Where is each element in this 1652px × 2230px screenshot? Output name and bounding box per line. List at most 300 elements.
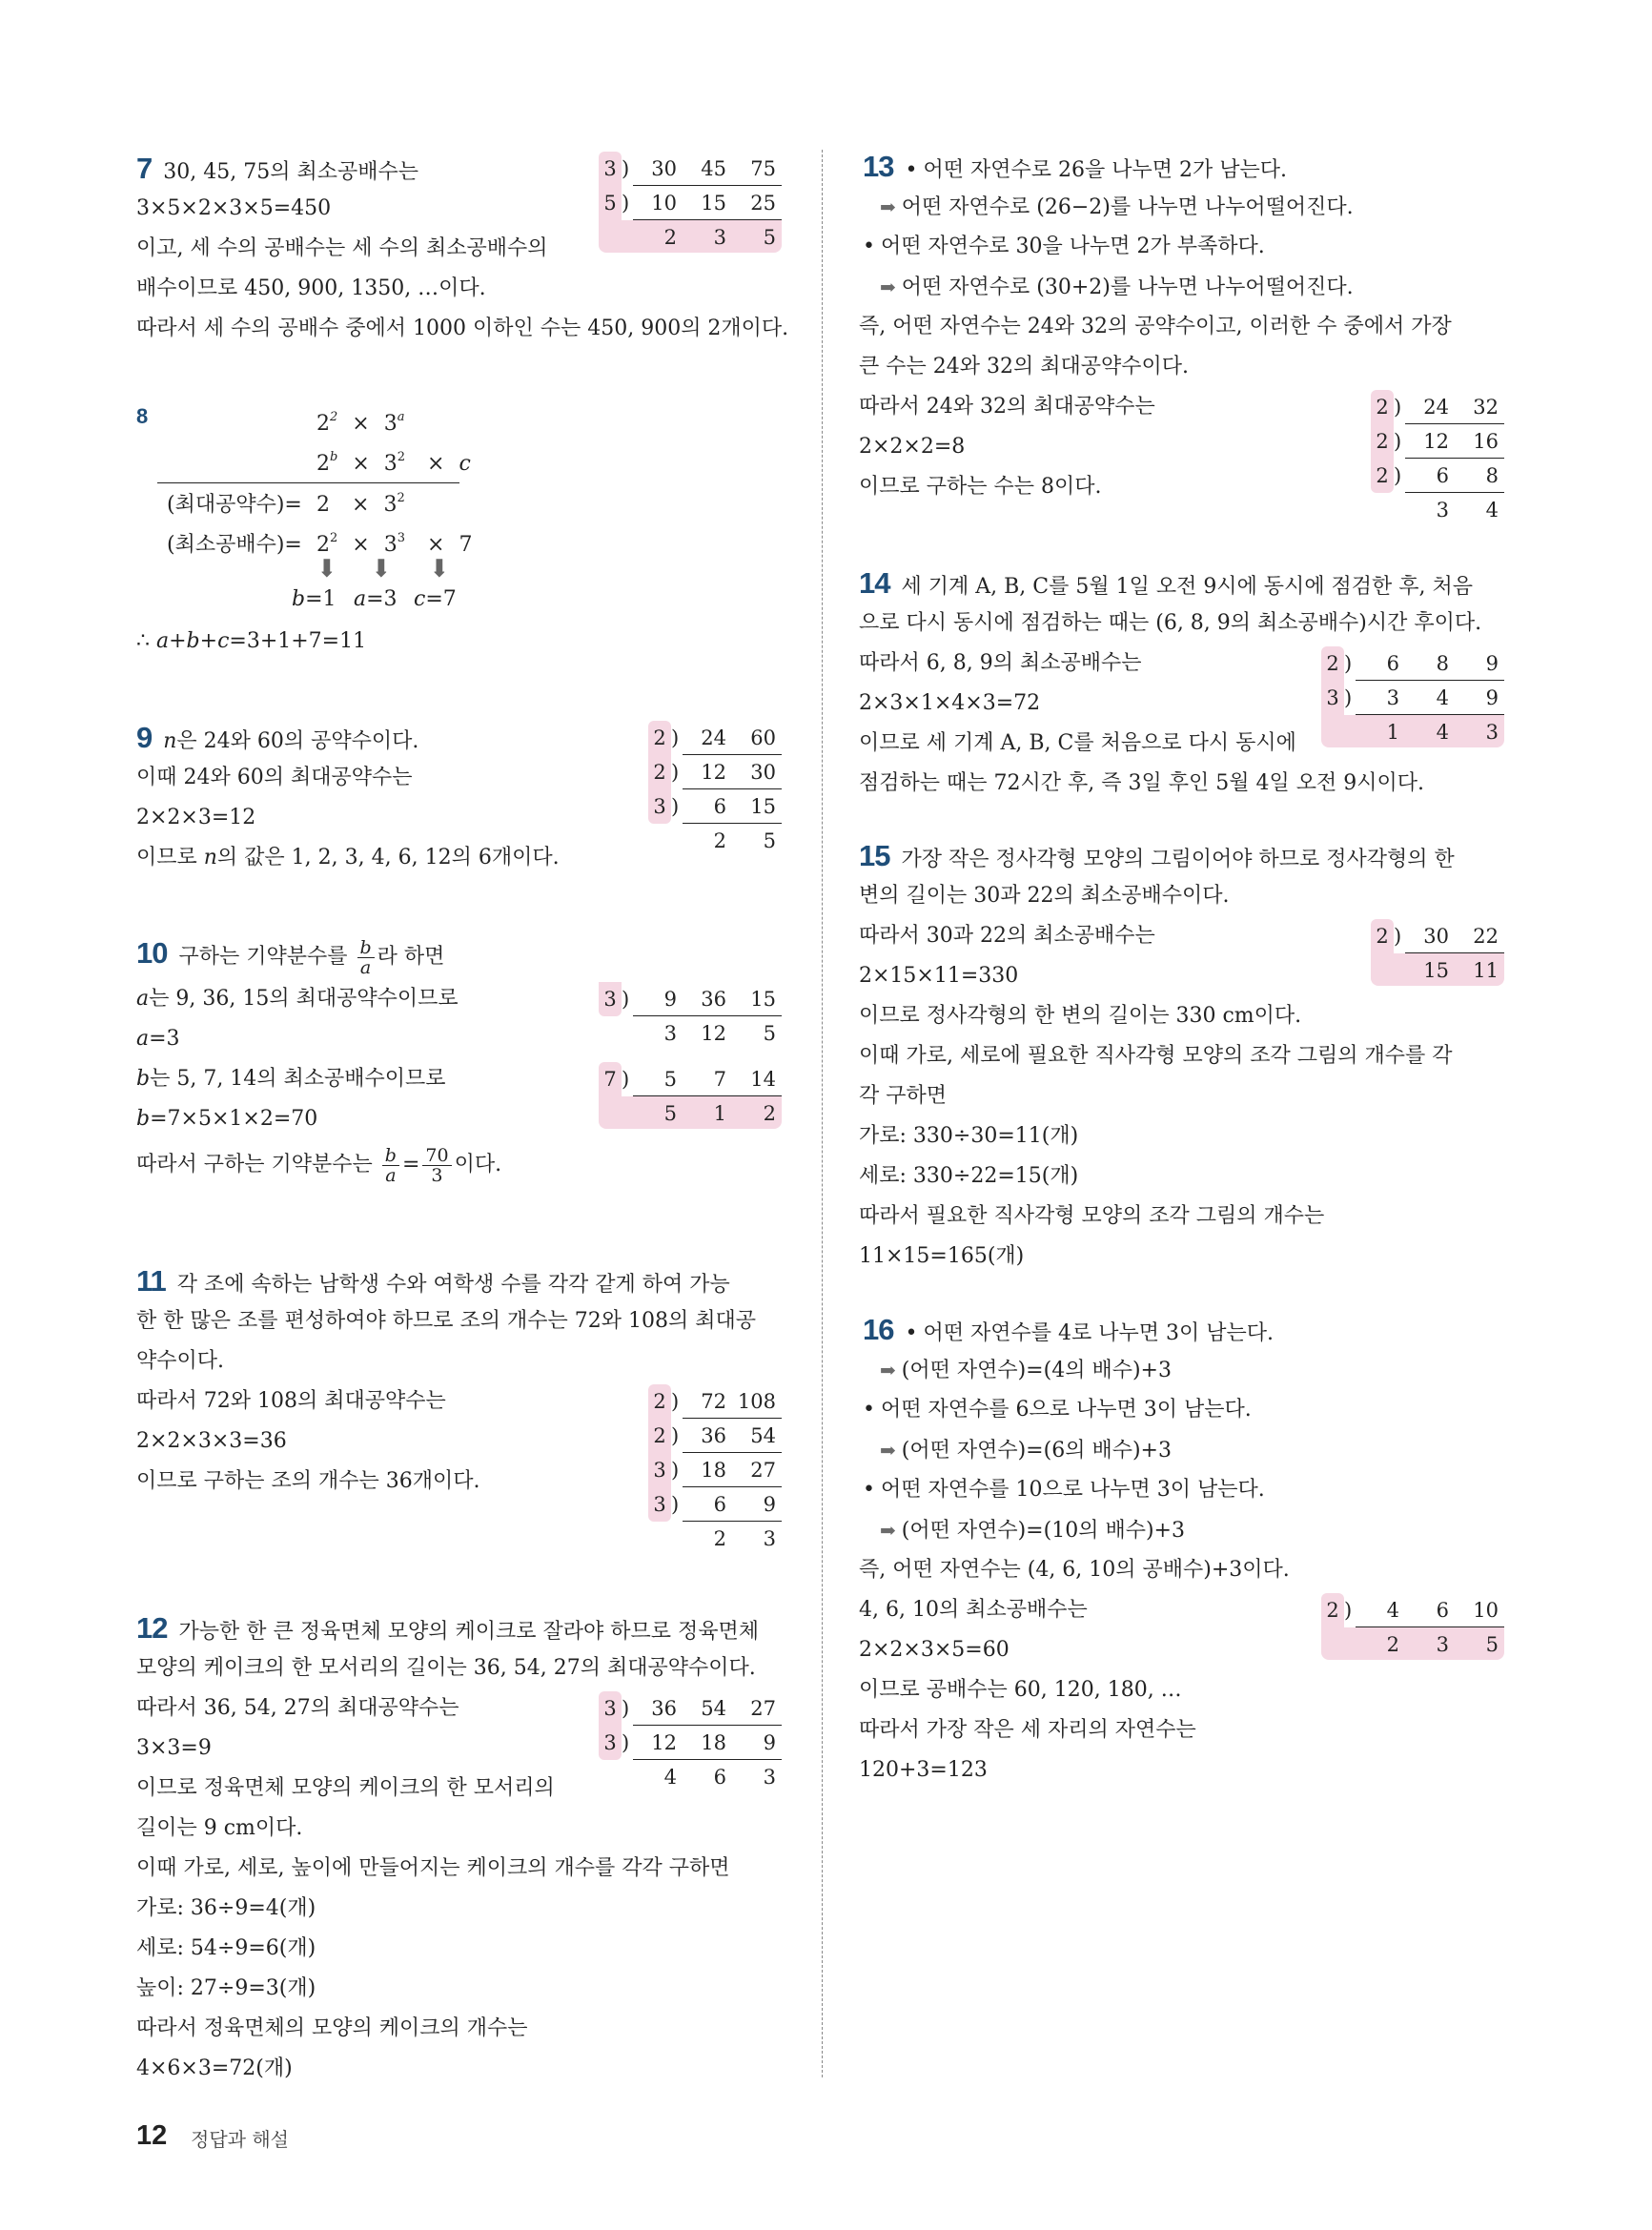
text-segment: 이므로 구하는 수는 8이다. [859, 475, 1102, 499]
text-line [136, 1422, 782, 1462]
text-line [859, 836, 1504, 876]
text-line [136, 1648, 782, 1688]
exponent: 2 [397, 491, 405, 505]
times: × [352, 493, 370, 517]
text-line [859, 1630, 1504, 1670]
dividend: 36 [701, 1424, 726, 1447]
division-row [599, 982, 782, 1016]
text-line [859, 1710, 1504, 1750]
dividends [1356, 1593, 1504, 1627]
quotient: 2 [763, 1102, 776, 1125]
bullet-icon: • [905, 1321, 918, 1345]
problem-9 [136, 718, 782, 878]
text-segment: 변의 길이는 30과 22의 최소공배수이다. [859, 884, 1230, 908]
problem-11 [136, 1261, 782, 1550]
text-line [136, 1019, 782, 1059]
text-segment: 따라서 구하는 기약분수는 [136, 1153, 379, 1176]
dividend: 6 [713, 1493, 726, 1516]
divisor: 3 [648, 1453, 671, 1487]
text-segment: 이므로 공배수는 60, 120, 180, … [859, 1678, 1182, 1702]
dividend: 27 [750, 1459, 776, 1482]
quotient: 6 [713, 1766, 726, 1789]
column-divider [822, 150, 823, 2077]
text-line [859, 1670, 1504, 1710]
divisor: 2 [1321, 646, 1344, 681]
divisor: 3 [648, 1487, 671, 1522]
text-line [859, 1550, 1504, 1590]
dividends [633, 152, 782, 186]
text-line [136, 1809, 782, 1849]
text-segment: 으로 다시 동시에 점검하는 때는 (6, 8, 9의 최소공배수)시간 후이다. [859, 611, 1482, 635]
base: 3 [383, 493, 398, 517]
text-line [136, 229, 782, 269]
dividend: 5 [663, 1068, 677, 1091]
text-line [859, 1156, 1504, 1197]
text-line [859, 147, 1504, 187]
dividend: 60 [750, 726, 776, 749]
quotient: 4 [1436, 721, 1449, 744]
dividends [1405, 390, 1504, 424]
text-segment: =7×5×1×2=70 [150, 1107, 318, 1131]
variable: b [136, 1067, 151, 1091]
divisor: 3 [648, 789, 671, 824]
divisor: 2 [648, 1384, 671, 1419]
text-line [859, 563, 1504, 604]
text-line [859, 876, 1504, 916]
text-segment: = [401, 1153, 420, 1176]
text-segment: 어떤 자연수를 6으로 나누면 3이 남는다. [880, 1398, 1252, 1422]
variable: c [459, 452, 471, 476]
text-line [136, 758, 782, 798]
dividend: 9 [1485, 652, 1499, 675]
text-segment: 이때 가로, 세로에 필요한 직사각형 모양의 조각 그림의 개수를 각 [859, 1044, 1453, 1068]
exponent: a [397, 410, 405, 424]
text-segment: 길이는 9 cm이다. [136, 1816, 303, 1840]
text-segment: 점검하는 때는 72시간 후, 즉 3일 후인 5월 4일 오전 9시이다. [859, 771, 1424, 795]
division-row [1321, 1593, 1504, 1627]
factor: 7 [459, 533, 473, 557]
problem-number: 16 [863, 1313, 894, 1346]
division-bracket: ) [671, 1493, 680, 1516]
text-segment: 는 5, 7, 14의 최소공배수이므로 [150, 1067, 446, 1091]
base: 3 [383, 412, 398, 436]
text-line [859, 1116, 1504, 1156]
down-arrow-icon: ⬇ [371, 555, 392, 583]
quotient: 5 [763, 1022, 776, 1045]
text-line [136, 1261, 782, 1301]
text-segment: 가로: 36÷9=4(개) [136, 1896, 316, 1920]
dividend: 12 [651, 1731, 677, 1754]
problem-14 [859, 563, 1504, 804]
right-arrow-icon: ➡ [880, 195, 896, 218]
problem-10 [136, 928, 782, 1191]
quotient: 5 [763, 829, 776, 852]
dividend: 4 [1386, 1599, 1399, 1622]
text-line [136, 979, 782, 1045]
value: =7 [425, 587, 457, 611]
dividend: 22 [1473, 925, 1499, 948]
quotient: 4 [1485, 499, 1499, 522]
text-segment: (어떤 자연수)=(10의 배수)+3 [901, 1519, 1185, 1543]
text-line [859, 227, 1504, 267]
text-segment: 따라서 6, 8, 9의 최소공배수는 [859, 651, 1142, 675]
page-number: 12 [136, 2120, 168, 2151]
exponent: 2 [330, 531, 338, 545]
text-segment: 3×5×2×3×5=450 [136, 196, 332, 220]
down-arrow-icon: ⬇ [429, 555, 450, 583]
right-arrow-icon: ➡ [880, 276, 896, 298]
text-segment: 어떤 자연수로 (26−2)를 나누면 나누어떨어진다. [901, 195, 1354, 219]
numerator: b [382, 1146, 399, 1166]
times: × [352, 533, 370, 557]
text-line [136, 1889, 782, 1929]
text-segment: 구하는 기약분수를 [178, 945, 355, 969]
text-line [859, 1750, 1504, 1790]
gcd-row [167, 488, 405, 518]
text-segment: 어떤 자연수로 26을 나누면 2가 남는다. [923, 158, 1287, 182]
text-segment: 따라서 세 수의 공배수 중에서 1000 이하인 수는 450, 900의 2개이다. [136, 317, 789, 340]
quotient: 4 [663, 1766, 677, 1789]
text-segment: 모양의 케이크의 한 모서리의 길이는 36, 54, 27의 최대공약수이다. [136, 1656, 756, 1680]
dividend: 6 [713, 795, 726, 818]
text-segment: 2×2×2=8 [859, 435, 966, 459]
quotient: 2 [663, 226, 677, 249]
dividend: 10 [651, 192, 677, 215]
base: 2 [316, 452, 330, 476]
dividend: 14 [750, 1068, 776, 1091]
dividend: 7 [713, 1068, 726, 1091]
text-segment: 가로: 330÷30=11(개) [859, 1124, 1079, 1148]
numerator: b [357, 938, 375, 958]
text-segment: 라 하면 [377, 945, 445, 969]
dividend: 9 [1485, 686, 1499, 709]
text-segment: 이다. [454, 1153, 502, 1176]
text-segment: 는 9, 36, 15의 최대공약수이므로 [149, 987, 459, 1011]
text-line [859, 467, 1504, 507]
bullet-icon: • [905, 158, 918, 182]
fraction [382, 1146, 399, 1185]
text-line [136, 189, 782, 229]
result-a [354, 587, 398, 611]
variable: b [292, 587, 306, 611]
text-line [859, 1237, 1504, 1277]
divisor: 7 [599, 1062, 622, 1096]
text-line [136, 1969, 782, 2009]
text-line [859, 1197, 1504, 1237]
dividend: 72 [701, 1390, 726, 1413]
text-segment: 즉, 어떤 자연수는 (4, 6, 10의 공배수)+3이다. [859, 1558, 1290, 1582]
problem-number: 15 [859, 839, 890, 872]
division-bracket: ) [1394, 396, 1402, 419]
text-line [859, 996, 1504, 1036]
base: 2 [316, 533, 330, 557]
text-segment: 은 24와 60의 공약수이다. [176, 729, 419, 753]
value: =3 [366, 587, 398, 611]
variable: b [136, 1107, 151, 1131]
problem-7 [136, 149, 789, 349]
text-segment: 어떤 자연수로 (30+2)를 나누면 나누어떨어진다. [901, 276, 1354, 299]
dividend: 9 [763, 1731, 776, 1754]
dividend: 12 [701, 761, 726, 784]
dividend: 8 [1485, 464, 1499, 487]
text-segment: 세로: 330÷22=15(개) [859, 1164, 1079, 1188]
dividend: 8 [1436, 652, 1449, 675]
text-segment: 3×3=9 [136, 1736, 212, 1760]
fraction [357, 938, 375, 977]
text-segment: 어떤 자연수를 10으로 나누면 3이 남는다. [880, 1478, 1265, 1502]
text-segment: 이므로 [136, 846, 204, 869]
right-arrow-icon: ➡ [880, 1519, 896, 1542]
bullet-icon: • [863, 1398, 875, 1422]
text-segment: 120+3=123 [859, 1758, 988, 1782]
division-bracket: ) [622, 988, 630, 1011]
text-line [136, 798, 782, 838]
quotient: 3 [1436, 1633, 1449, 1656]
times: × [427, 533, 445, 557]
footer-title: 정답과 해설 [191, 2128, 289, 2151]
text-line [859, 307, 1504, 347]
problem-13 [859, 147, 1504, 522]
quotient: 3 [663, 1022, 677, 1045]
division-bracket: ) [671, 1390, 680, 1413]
quotient: 1 [713, 1102, 726, 1125]
text-segment: 따라서 36, 54, 27의 최대공약수는 [136, 1696, 459, 1720]
divisor: 3 [599, 152, 622, 186]
division-row [1371, 390, 1504, 424]
text-line [859, 1350, 1504, 1390]
quotient-row [648, 1522, 782, 1554]
variable: a [136, 1027, 150, 1051]
dividend: 27 [750, 1697, 776, 1720]
quotient: 5 [763, 226, 776, 249]
text-line [136, 1301, 782, 1341]
base: 3 [383, 533, 398, 557]
text-line [859, 1310, 1504, 1350]
text-line [859, 1390, 1504, 1430]
text-line [136, 1139, 782, 1191]
text-segment: 30, 45, 75의 최소공배수는 [163, 160, 418, 184]
text-line [859, 1430, 1504, 1470]
text-segment: 따라서 72와 108의 최대공약수는 [136, 1389, 446, 1413]
factor-row-2 [316, 450, 471, 476]
dividend: 24 [1423, 396, 1449, 419]
variable: n [163, 729, 177, 753]
exponent: 2 [330, 410, 338, 424]
dividend: 30 [750, 761, 776, 784]
base: 2 [316, 493, 330, 517]
problem-number: 10 [136, 936, 168, 970]
problem-16 [859, 1310, 1504, 1790]
factor-row-1 [316, 410, 404, 436]
division-row [1371, 919, 1504, 953]
dividends [633, 1062, 782, 1096]
divisor: 2 [1321, 1593, 1344, 1627]
problem-number: 12 [136, 1611, 168, 1645]
divisor: 2 [1371, 424, 1394, 459]
divisor: 2 [1371, 390, 1394, 424]
times: × [352, 452, 370, 476]
dividend: 6 [1436, 1599, 1449, 1622]
dividend: 3 [1386, 686, 1399, 709]
text-segment: (어떤 자연수)=(4의 배수)+3 [901, 1359, 1172, 1382]
dividend: 36 [701, 988, 726, 1011]
text-line [136, 2009, 782, 2049]
fraction [422, 1146, 451, 1185]
text-line [136, 1608, 782, 1648]
dividend: 54 [701, 1697, 726, 1720]
text-line [136, 269, 782, 309]
dividend: 10 [1473, 1599, 1499, 1622]
lcm-row [167, 528, 472, 558]
numerator: 70 [422, 1146, 451, 1166]
division-row [648, 721, 782, 755]
variable: a [136, 987, 150, 1011]
text-segment: 배수이므로 450, 900, 1350, …이다. [136, 276, 486, 300]
text-segment: 가능한 한 큰 정육면체 모양의 케이크로 잘라야 하므로 정육면체 [178, 1620, 759, 1644]
quotient: 3 [1485, 721, 1499, 744]
result-c [414, 587, 457, 611]
text-segment: 따라서 30과 22의 최소공배수는 [859, 924, 1155, 948]
text-segment: 2×2×3×3=36 [136, 1429, 287, 1453]
quotient: 3 [1436, 499, 1449, 522]
divisor: 2 [648, 755, 671, 789]
dividend: 54 [750, 1424, 776, 1447]
problem-number: 13 [863, 150, 894, 183]
dividend: 9 [763, 1493, 776, 1516]
text-line [136, 1099, 782, 1139]
division-bracket: ) [1394, 430, 1402, 453]
quotient: 5 [663, 1102, 677, 1125]
text-segment: 11×15=165(개) [859, 1244, 1025, 1268]
dividend: 75 [750, 157, 776, 180]
right-arrow-icon: ➡ [880, 1439, 896, 1462]
text-segment: 어떤 자연수를 4로 나누면 3이 남는다. [923, 1321, 1274, 1345]
division-bracket: ) [622, 157, 630, 180]
exponent: 3 [397, 531, 405, 545]
divisor: 2 [648, 721, 671, 755]
problem-number: 8 [136, 404, 148, 428]
text-line [859, 267, 1504, 307]
dividend: 25 [750, 192, 776, 215]
text-segment: 이때 가로, 세로, 높이에 만들어지는 케이크의 개수를 각각 구하면 [136, 1856, 730, 1880]
therefore-symbol: ∴ [136, 629, 156, 653]
text-segment: 따라서 가장 작은 세 자리의 자연수는 [859, 1718, 1196, 1742]
division-row [599, 1691, 782, 1726]
quotient: 3 [763, 1527, 776, 1550]
quotient: 15 [1423, 959, 1449, 982]
divisor: 2 [1371, 919, 1394, 953]
text-segment: 이므로 정사각형의 한 변의 길이는 330 cm이다. [859, 1004, 1302, 1028]
text-segment: 높이: 27÷9=3(개) [136, 1976, 316, 2000]
division-bracket: ) [622, 1697, 630, 1720]
divisor: 2 [648, 1419, 671, 1453]
base: 3 [383, 452, 398, 476]
dividends [683, 1384, 782, 1419]
text-line [859, 347, 1504, 387]
text-line [136, 928, 782, 979]
bullet-icon: • [863, 1478, 875, 1502]
text-segment: 각 구하면 [859, 1084, 948, 1108]
dividend: 12 [1423, 430, 1449, 453]
text-line [136, 1341, 782, 1381]
text-line [136, 1769, 782, 1809]
text-line [136, 1729, 782, 1769]
dividend: 30 [1423, 925, 1449, 948]
conclusion [136, 629, 366, 653]
denominator: a [385, 1164, 397, 1186]
variable: a [354, 587, 367, 611]
quotient: 12 [701, 1022, 726, 1045]
dividend: 108 [737, 1390, 776, 1413]
dividend: 4 [1436, 686, 1449, 709]
dividend: 18 [701, 1459, 726, 1482]
dividends [633, 982, 782, 1016]
text-line [859, 604, 1504, 644]
dividend: 18 [701, 1731, 726, 1754]
dividend: 24 [701, 726, 726, 749]
text-segment: 세로: 54÷9=6(개) [136, 1936, 316, 1960]
text-segment: 각 조에 속하는 남학생 수와 여학생 수를 각각 같게 하여 가능 [176, 1273, 730, 1297]
problem-number: 7 [136, 152, 153, 185]
division-bracket: ) [671, 761, 680, 784]
text-line [859, 764, 1504, 804]
dividend: 32 [1473, 396, 1499, 419]
dividends [1405, 919, 1504, 953]
text-segment: 큰 수는 24와 32의 최대공약수이다. [859, 355, 1189, 378]
quotient: 2 [713, 1527, 726, 1550]
problem-15 [859, 836, 1504, 1277]
division-bracket: ) [671, 795, 680, 818]
text-segment: 어떤 자연수로 30을 나누면 2가 부족하다. [880, 235, 1265, 258]
quotient: 3 [713, 226, 726, 249]
quotient: 3 [763, 1766, 776, 1789]
division-bracket: ) [1344, 686, 1353, 709]
dividend: 30 [651, 157, 677, 180]
result-b [292, 587, 337, 611]
division-row [648, 1384, 782, 1419]
quotient: 5 [1485, 1633, 1499, 1656]
text-line [136, 838, 782, 878]
result: =3+1+7=11 [229, 629, 367, 653]
division-row [599, 1062, 782, 1096]
dividend: 15 [750, 795, 776, 818]
text-line [136, 1849, 782, 1889]
problem-number: 11 [136, 1264, 166, 1298]
text-line [136, 309, 789, 349]
text-line [859, 1470, 1504, 1510]
sum-line [157, 482, 459, 483]
text-line [859, 684, 1504, 724]
text-segment: 의 값은 1, 2, 3, 4, 6, 12의 6개이다. [216, 846, 560, 869]
division-bracket: ) [1344, 652, 1353, 675]
value: =1 [305, 587, 337, 611]
problem-12 [136, 1608, 782, 2089]
dividend: 6 [1386, 652, 1399, 675]
text-segment: 2×15×11=330 [859, 964, 1019, 988]
quotient: 2 [713, 829, 726, 852]
text-segment: 즉, 어떤 자연수는 24와 32의 공약수이고, 이러한 수 중에서 가장 [859, 315, 1452, 338]
problem-number: 14 [859, 566, 890, 600]
dividends [1356, 646, 1504, 681]
division-bracket: ) [622, 192, 630, 215]
spacer [648, 1522, 683, 1554]
text-segment: 이고, 세 수의 공배수는 세 수의 최소공배수의 [136, 236, 548, 260]
exponent: b [330, 450, 338, 464]
dividends [683, 721, 782, 755]
division-bracket: ) [622, 1731, 630, 1754]
text-segment: 이때 24와 60의 최대공약수는 [136, 766, 413, 789]
dividend: 9 [663, 988, 677, 1011]
